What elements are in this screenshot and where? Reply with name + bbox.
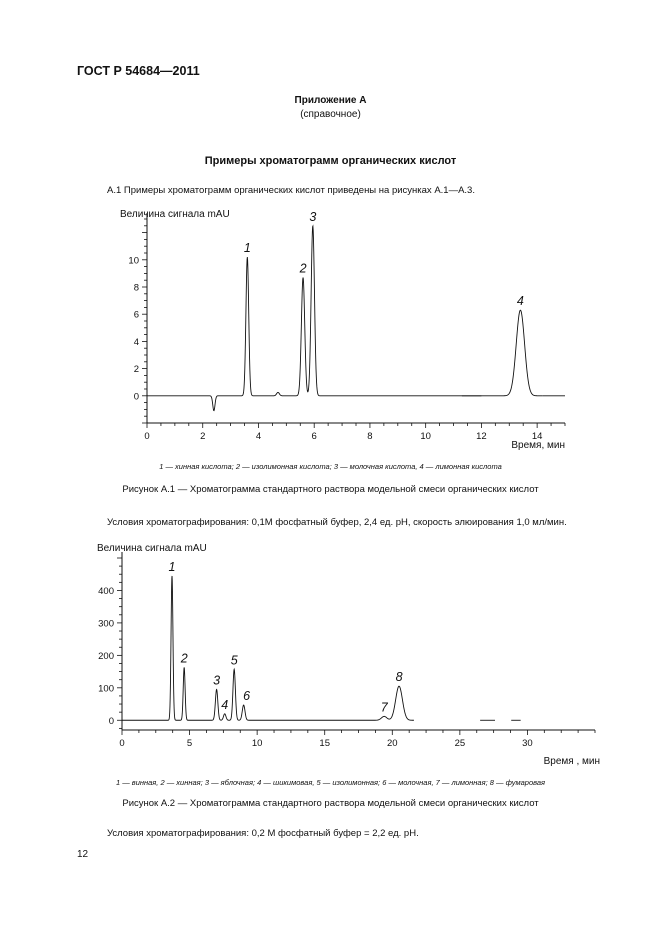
figure-2-legend: 1 — винная, 2 — хинная; 3 — яблочная; 4 — шикимовая, 5 — изолимонная; 6 — молочная, 7 — лимонная; 8 — фумаровая [115,778,546,787]
document-standard-header: ГОСТ Р 54684—2011 [77,64,200,78]
figure-1-caption: Рисунок А.1 — Хроматограмма стандартного раствора модельной смеси органических кислот [122,484,539,495]
y-tick-label: 200 [98,650,114,662]
peak-label: 3 [309,209,317,224]
peak-label: 7 [380,700,388,715]
page-number: 12 [77,849,89,860]
chromatogram-figure-2 [0,538,661,770]
y-tick-label: 10 [128,255,139,267]
appendix-subtitle: (справочное) [300,109,361,120]
y-axis-label: Величина сигнала mAU [120,209,230,220]
y-axis-label: Величина сигнала mAU [97,543,207,554]
y-tick-label: 0 [133,391,139,403]
y-tick-label: 300 [98,618,114,630]
y-tick-label: 2 [133,364,139,376]
x-tick-label: 12 [476,431,487,442]
peak-label: 1 [168,559,176,574]
chromatogram-trace [122,576,414,720]
intro-paragraph: А.1 Примеры хроматограмм органических кислот приведены на рисунках А.1—А.3. [107,185,475,196]
chromatogram-trace [147,226,543,411]
x-tick-label: 15 [319,738,331,749]
x-tick-label: 8 [367,431,373,442]
figure-2-caption: Рисунок А.2 — Хроматограмма стандартного раствора модельной смеси органических кислот [122,798,539,809]
x-tick-label: 6 [311,431,317,442]
figure-2-conditions: Условия хроматографирования: 0,2 М фосфатный буфер = 2,2 ед. pH. [107,828,419,839]
peak-label: 3 [213,673,221,688]
peak-label: 6 [243,689,251,704]
peak-label: 8 [395,670,403,685]
y-tick-label: 6 [133,309,139,321]
peak-label: 4 [221,697,229,712]
x-tick-label: 4 [255,431,262,442]
peak-label: 1 [243,241,251,256]
x-tick-label: 10 [251,738,263,749]
x-tick-label: 0 [144,431,150,442]
x-axis-label: Время , мин [543,756,600,767]
peak-label: 5 [230,653,238,668]
section-title: Примеры хроматограмм органических кислот [204,155,457,167]
peak-label: 4 [516,294,524,309]
chromatogram-figure-1 [0,205,661,460]
peak-label: 2 [180,651,188,666]
x-tick-label: 2 [200,431,206,442]
x-axis-label: Время, мин [511,440,565,451]
y-tick-label: 100 [98,683,114,695]
x-tick-label: 14 [531,431,543,442]
x-tick-label: 10 [420,431,431,442]
x-tick-label: 30 [522,738,533,749]
y-tick-label: 400 [98,585,114,597]
appendix-title: Приложение А [294,95,367,106]
y-tick-label: 8 [133,282,139,294]
y-tick-label: 0 [108,715,114,727]
peak-label: 2 [299,261,307,276]
x-tick-label: 25 [454,738,466,749]
figure-1-conditions: Условия хроматографирования: 0,1М фосфатный буфер, 2,4 ед. pH, скорость элюирования 1,0 мл/мин. [107,517,567,528]
x-tick-label: 0 [119,738,125,749]
x-tick-label: 20 [386,738,398,749]
figure-1-legend: 1 — хинная кислота; 2 — изолимонная кислота; 3 — молочная кислота, 4 — лимонная кислота [159,462,502,471]
y-tick-label: 4 [133,336,139,348]
x-tick-label: 5 [186,738,193,749]
